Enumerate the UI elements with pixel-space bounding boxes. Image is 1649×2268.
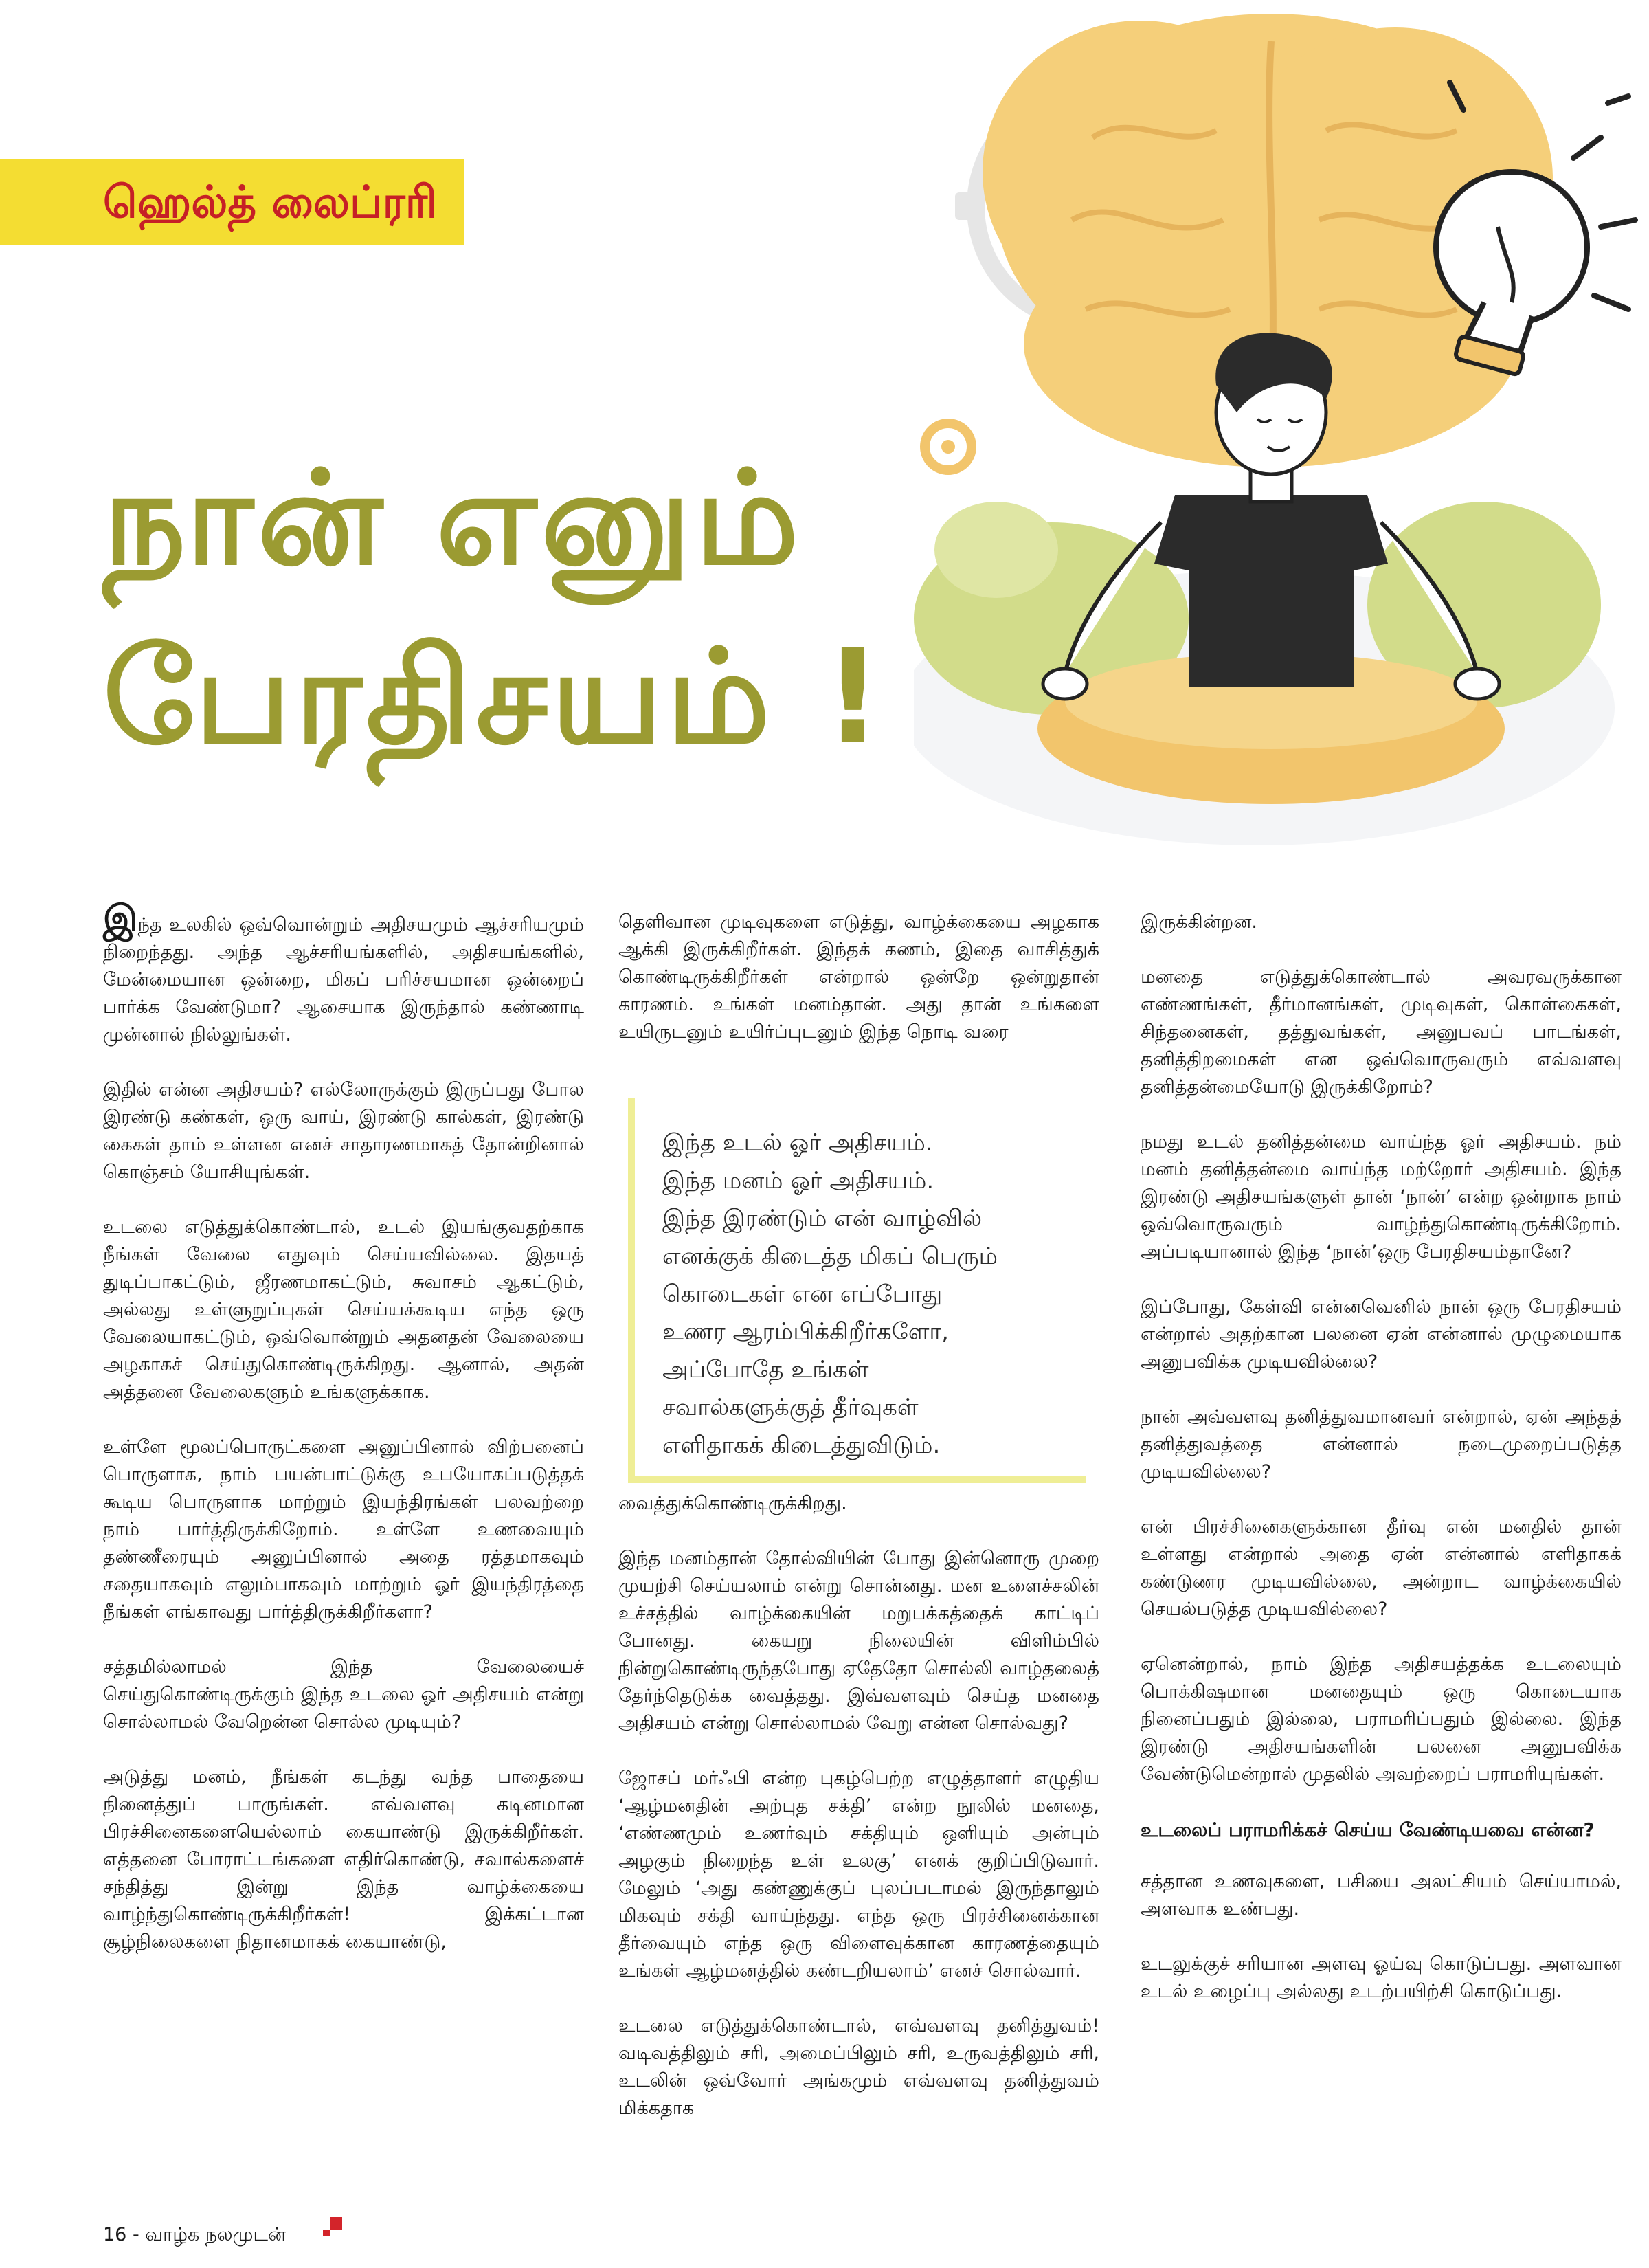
paragraph: அடுத்து மனம், நீங்கள் கடந்து வந்த பாதையை நினைத்துப் பாருங்கள். எவ்வளவு கடினமான பிரச்சினைகளையெல்லாம் கையாண்டு இருக்கிறீர்கள். எத்தனை போராட்டங்களை எதிர்கொண்டு, சவால்களைச் சந்தித்து இன்று இந்த வாழ்க்கையை வாழ்ந்துகொண்டிருக்கிறீர்கள்! இக்கட்டான சூழ்நிலைகளை நிதானமாகக் கையாண்டு, (103, 1766, 584, 1953)
pull-quote-line: உணர ஆரம்பிக்கிறீர்களோ, (662, 1318, 949, 1346)
magazine-mark-icon (323, 2217, 342, 2236)
article-column-2-top (618, 909, 1099, 1074)
page-footer (103, 2221, 286, 2249)
article-column-3 (1141, 909, 1622, 2033)
pull-quote-line: எனக்குக் கிடைத்த மிகப் பெரும் (662, 1243, 998, 1270)
drop-cap: இ (103, 898, 138, 940)
paragraph (103, 898, 584, 1049)
headline-line-1: நான் எனும் (103, 443, 803, 594)
gear-icon (925, 423, 972, 470)
pull-quote-line: இந்த உடல் ஓர் அதிசயம். (662, 1129, 933, 1157)
paragraph: இதில் என்ன அதிசயம்? எல்லோருக்கும் இருப்பது போல இரண்டு கண்கள், ஒரு வாய், இரண்டு கால்கள், இரண்டு கைகள் தாம் உள்ளன எனச் சாதாரணமாகத் தோன்றினால் கொஞ்சம் யோசியுங்கள். (103, 1079, 584, 1183)
magazine-name: வாழ்க நலமுடன் (145, 2224, 287, 2245)
paragraph: சத்தமில்லாமல் இந்த வேலையைச் செய்துகொண்டிருக்கும் இந்த உடலை ஓர் அதிசயம் என்று சொல்லாமல் வேறென்ன சொல்ல முடியும்? (103, 1656, 584, 1733)
paragraph: இப்போது, கேள்வி என்னவெனில் நான் ஒரு பேரதிசயம் என்றால் அதற்கான பலனை ஏன் என்னால் முழுமையாக அனுபவிக்க முடியவில்லை? (1141, 1296, 1622, 1372)
paragraph: இந்த மனம்தான் தோல்வியின் போது இன்னொரு முறை முயற்சி செய்யலாம் என்று சொன்னது. மன உளைச்சலின் உச்சத்தில் வாழ்க்கையின் மறுபக்கத்தைக் காட்டிப் போனது. கையறு நிலையின் விளிம்பில் நின்றுகொண்டிருந்தபோது ஏதேதோ சொல்லி வாழ்தலைத் தேர்ந்தெடுக்க வைத்தது. இவ்வளவும் செய்த மனதை அதிசயம் என்று சொல்லாமல் வேறு என்ன சொல்வது? (618, 1548, 1099, 1734)
meditation-illustration (914, 0, 1649, 859)
paragraph: ஜோசப் மர்ஃபி என்ற புகழ்பெற்ற எழுத்தாளர் எழுதிய ‘ஆழ்மனதின் அற்புத சக்தி’ என்ற நூலில் மனதை, ‘எண்ணமும் உணர்வும் சக்தியும் ஒளியும் அன்பும் அழகும் நிறைந்த உள் உலகு’ எனக் குறிப்பிடுவார். மேலும் ‘அது கண்ணுக்குப் புலப்படாமல் இருந்தாலும் மிகவும் சக்தி வாய்ந்தது. எந்த ஒரு பிரச்சினைக்கான தீர்வையும் எந்த ஒரு விளைவுக்கான காரணத்தையும் உங்கள் ஆழ்மனத்தில் கண்டறியலாம்’ எனச் சொல்வார். (618, 1768, 1099, 1981)
pull-quote-line: இந்த மனம் ஓர் அதிசயம். (662, 1167, 934, 1194)
subheading: உடலைப் பராமரிக்கச் செய்ய வேண்டியவை என்ன? (1141, 1819, 1595, 1841)
footer-separator: - (126, 2224, 146, 2245)
page-number: 16 (103, 2224, 127, 2245)
headline-line-2: பேரதிசயம் ! (103, 622, 887, 772)
paragraph: உடலை எடுத்துக்கொண்டால், எவ்வளவு தனித்துவம்! வடிவத்திலும் சரி, அமைப்பிலும் சரி, உருவத்திலும் சரி, உடலின் ஒவ்வோர் அங்கமும் எவ்வளவு தனித்துவம் மிக்கதாக (618, 2015, 1099, 2119)
paragraph: வைத்துக்கொண்டிருக்கிறது. (618, 1493, 847, 1514)
paragraph: உடலுக்குச் சரியான அளவு ஓய்வு கொடுப்பது. அளவான உடல் உழைப்பு அல்லது உடற்பயிற்சி கொடுப்பது. (1141, 1953, 1622, 2002)
pull-quote-line: இந்த இரண்டும் என் வாழ்வில் (662, 1205, 983, 1232)
pull-quote-line: சவால்களுக்குத் தீர்வுகள் (662, 1394, 919, 1421)
pull-quote (628, 1098, 1086, 1483)
article-column-1 (103, 898, 584, 1983)
paragraph: உடலை எடுத்துக்கொண்டால், உடல் இயங்குவதற்காக நீங்கள் வேலை எதுவும் செய்யவில்லை. இதயத் துடிப்பாகட்டும், ஜீரணமாகட்டும், சுவாசம் ஆகட்டும், அல்லது உள்ளுறுப்புகள் செய்யக்கூடிய எந்த ஒரு வேலையாகட்டும், ஒவ்வொன்றும் அதனதன் வேலையை அழகாகச் செய்துகொண்டிருக்கிறது. ஆனால், அதன் அத்தனை வேலைகளும் உங்களுக்காக. (103, 1216, 584, 1403)
paragraph: மனதை எடுத்துக்கொண்டால் அவரவருக்கான எண்ணங்கள், தீர்மானங்கள், முடிவுகள், கொள்கைகள், சிந்தனைகள், தத்துவங்கள், அனுபவப் பாடங்கள், தனித்திறமைகள் என ஒவ்வொருவரும் எவ்வளவு தனித்தன்மையோடு இருக்கிறோம்? (1141, 966, 1622, 1098)
paragraph: சத்தான உணவுகளை, பசியை அலட்சியம் செய்யாமல், அளவாக உண்பது. (1141, 1871, 1622, 1920)
paragraph: ஏனென்றால், நாம் இந்த அதிசயத்தக்க உடலையும் பொக்கிஷமான மனதையும் ஒரு கொடையாக நினைப்பதும் இல்லை, பராமரிப்பதும் இல்லை. இந்த இரண்டு அதிசயங்களின் பலனை அனுபவிக்க வேண்டுமென்றால் முதலில் அவற்றைப் பராமரியுங்கள். (1141, 1654, 1622, 1785)
paragraph: நமது உடல் தனித்தன்மை வாய்ந்த ஓர் அதிசயம். நம் மனம் தனித்தன்மை வாய்ந்த மற்றோர் அதிசயம். இந்த இரண்டு அதிசயங்களுள் தான் ‘நான்’ என்ற ஒன்றாக நாம் ஒவ்வொருவரும் வாழ்ந்துகொண்டிருக்கிறோம். அப்படியானால் இந்த ‘நான்’ஒரு பேரதிசயம்தானே? (1141, 1131, 1622, 1263)
article-column-2-bottom (618, 1490, 1099, 2150)
pull-quote-line: எளிதாகக் கிடைத்துவிடும். (662, 1432, 941, 1459)
paragraph: நான் அவ்வளவு தனித்துவமானவர் என்றால், ஏன் அந்தத் தனித்துவத்தை என்னால் நடைமுறைப்படுத்த முடியவில்லை? (1141, 1406, 1622, 1482)
paragraph: இருக்கின்றன. (1141, 911, 1258, 933)
paragraph-text: ந்த உலகில் ஒவ்வொன்றும் அதிசயமும் ஆச்சரியமும் நிறைந்தது. அந்த ஆச்சரியங்களில், அதிசயங்களில், மேன்மையான ஒன்றை, மிகப் பரிச்சயமான ஒன்றைப் பார்க்க வேண்டுமா? ஆசையாக இருந்தால் கண்ணாடி முன்னால் நில்லுங்கள். (103, 914, 584, 1045)
section-title: ஹெல்த் லைப்ரரி (103, 177, 437, 228)
paragraph: உள்ளே மூலப்பொருட்களை அனுப்பினால் விற்பனைப் பொருளாக, நாம் பயன்பாட்டுக்கு உபயோகப்படுத்தக் கூடிய பொருளாக மாற்றும் இயந்திரங்கள் பலவற்றை நாம் பார்த்திருக்கிறோம். உள்ளே உணவையும் தண்ணீரையும் அனுப்பினால் அதை ரத்தமாகவும் சதையாகவும் எலும்பாகவும் மாற்றும் ஓர் இயந்திரத்தை நீங்கள் எங்காவது பார்த்திருக்கிறீர்களா? (103, 1436, 584, 1623)
paragraph: என் பிரச்சினைகளுக்கான தீர்வு என் மனதில் தான் உள்ளது என்றால் அதை ஏன் என்னால் எளிதாகக் கண்டுணர முடியவில்லை, அன்றாட வாழ்க்கையில் செயல்படுத்த முடியவில்லை? (1141, 1516, 1622, 1620)
pull-quote-line: கொடைகள் என எப்போது (662, 1280, 943, 1308)
pull-quote-line: அப்போதே உங்கள் (662, 1356, 869, 1383)
paragraph: தெளிவான முடிவுகளை எடுத்து, வாழ்க்கையை அழகாக ஆக்கி இருக்கிறீர்கள். இந்தக் கணம், இதை வாசித்துக் கொண்டிருக்கிறீர்கள் என்றால் ஒன்றே ஒன்றுதான் காரணம். உங்கள் மனம்தான். அது தான் உங்களை உயிருடனும் உயிர்ப்புடனும் இந்த நொடி வரை (618, 911, 1099, 1043)
